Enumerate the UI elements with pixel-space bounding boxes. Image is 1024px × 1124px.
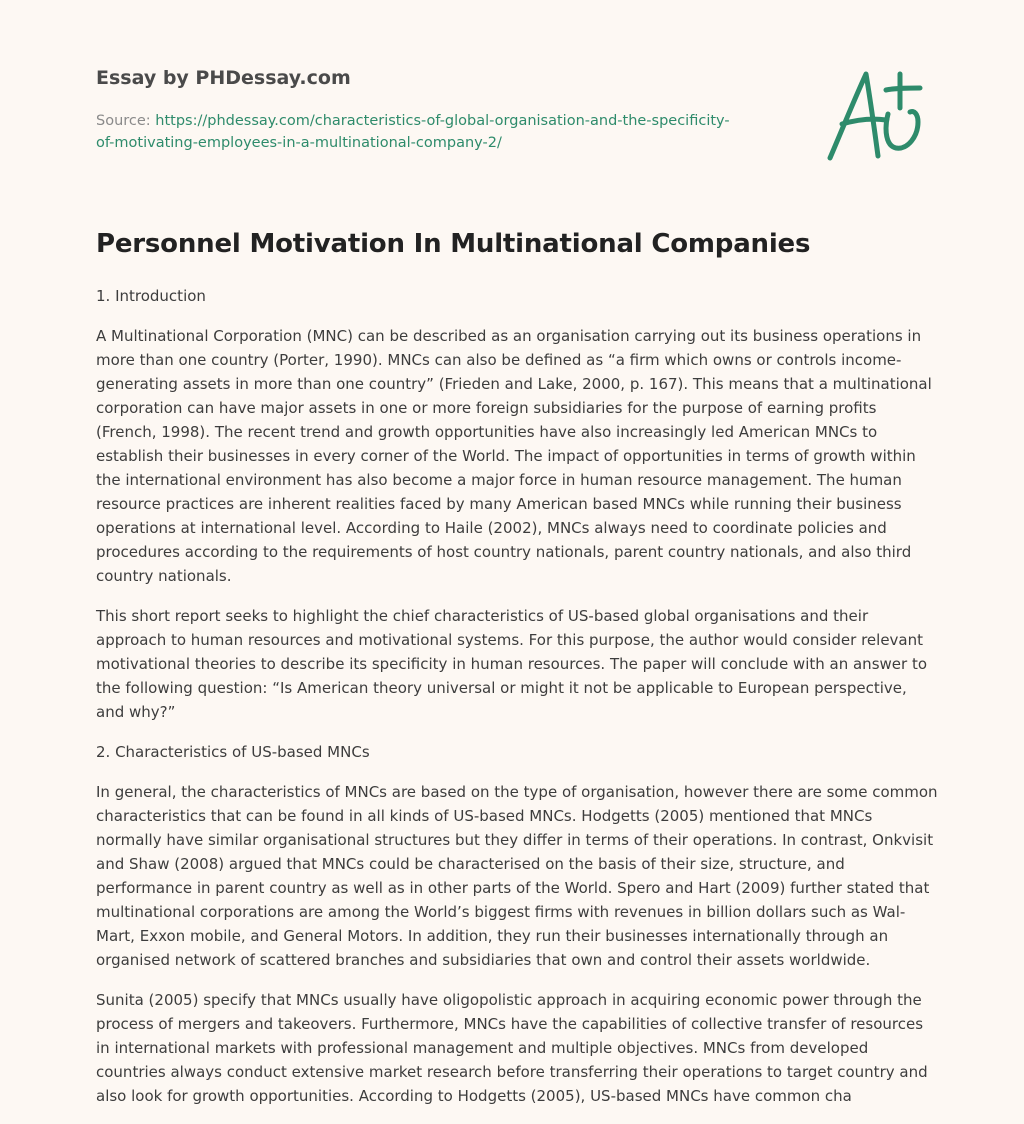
brand-title: Essay by PHDessay.com	[96, 67, 351, 89]
article-body	[96, 284, 938, 1124]
section-heading-introduction: 1. Introduction	[96, 287, 206, 305]
paragraph: A Multinational Corporation (MNC) can be described as an organisation carrying out its business operations in more than one country (Porter, 1990). MNCs can also be defined as “a firm which owns or controls income-generating assets in more than one country” (Frieden and Lake, 2000, p. 167). This means that a multinational corporation can have major assets in one or more foreign subsidiaries for the purpose of earning profits (French, 1998). The recent trend and growth opportunities have also increasingly led American MNCs to establish their businesses in every corner of the World. The impact of opportunities in terms of growth within the international environment has also become a major force in human resource management. The human resource practices are inherent realities faced by many American based MNCs while running their business operations at international level. According to Haile (2002), MNCs always need to coordinate policies and procedures according to the requirements of host country nationals, parent country nationals, and also third country nationals.	[96, 327, 932, 585]
paragraph: Sunita (2005) specify that MNCs usually have oligopolistic approach in acquiring economic power through the process of mergers and takeovers. Furthermore, MNCs have the capabilities of collective transfer of resources in international markets with professional management and multiple objectives. MNCs from developed countries always conduct extensive market research before transferring their operations to target country and also look for growth opportunities. According to Hodgetts (2005), US-based MNCs have common cha	[96, 991, 928, 1105]
source-link-line2: of-motivating-employees-in-a-multinational-company-2/	[96, 135, 502, 151]
source-label: Source:	[96, 113, 156, 129]
section-heading-characteristics: 2. Characteristics of US-based MNCs	[96, 743, 370, 761]
source-line	[96, 110, 796, 154]
source-link[interactable]	[96, 113, 730, 151]
page-header	[96, 64, 796, 154]
paragraph: This short report seeks to highlight the chief characteristics of US-based global organisations and their approach to human resources and motivational systems. For this purpose, the author would consider relevant motivational theories to describe its specificity in human resources. The paper will conclude with an answer to the following question: “Is American theory universal or might it not be applicable to European perspective, and why?”	[96, 607, 927, 721]
article-title: Personnel Motivation In Multinational Companies	[96, 229, 811, 259]
a-plus-grade-icon	[822, 68, 926, 164]
source-link-line1: https://phdessay.com/characteristics-of-global-organisation-and-the-specificity-	[155, 113, 730, 129]
paragraph: In general, the characteristics of MNCs are based on the type of organisation, however there are some common characteristics that can be found in all kinds of US-based MNCs. Hodgetts (2005) mentioned that MNCs normally have similar organisational structures but they differ in terms of their operations. In contrast, Onkvisit and Shaw (2008) argued that MNCs could be characterised on the basis of their size, structure, and performance in parent country as well as in other parts of the World. Spero and Hart (2009) further stated that multinational corporations are among the World’s biggest firms with revenues in billion dollars such as Wal-Mart, Exxon mobile, and General Motors. In addition, they run their businesses internationally through an organised network of scattered branches and subsidiaries that own and control their assets worldwide.	[96, 783, 938, 969]
